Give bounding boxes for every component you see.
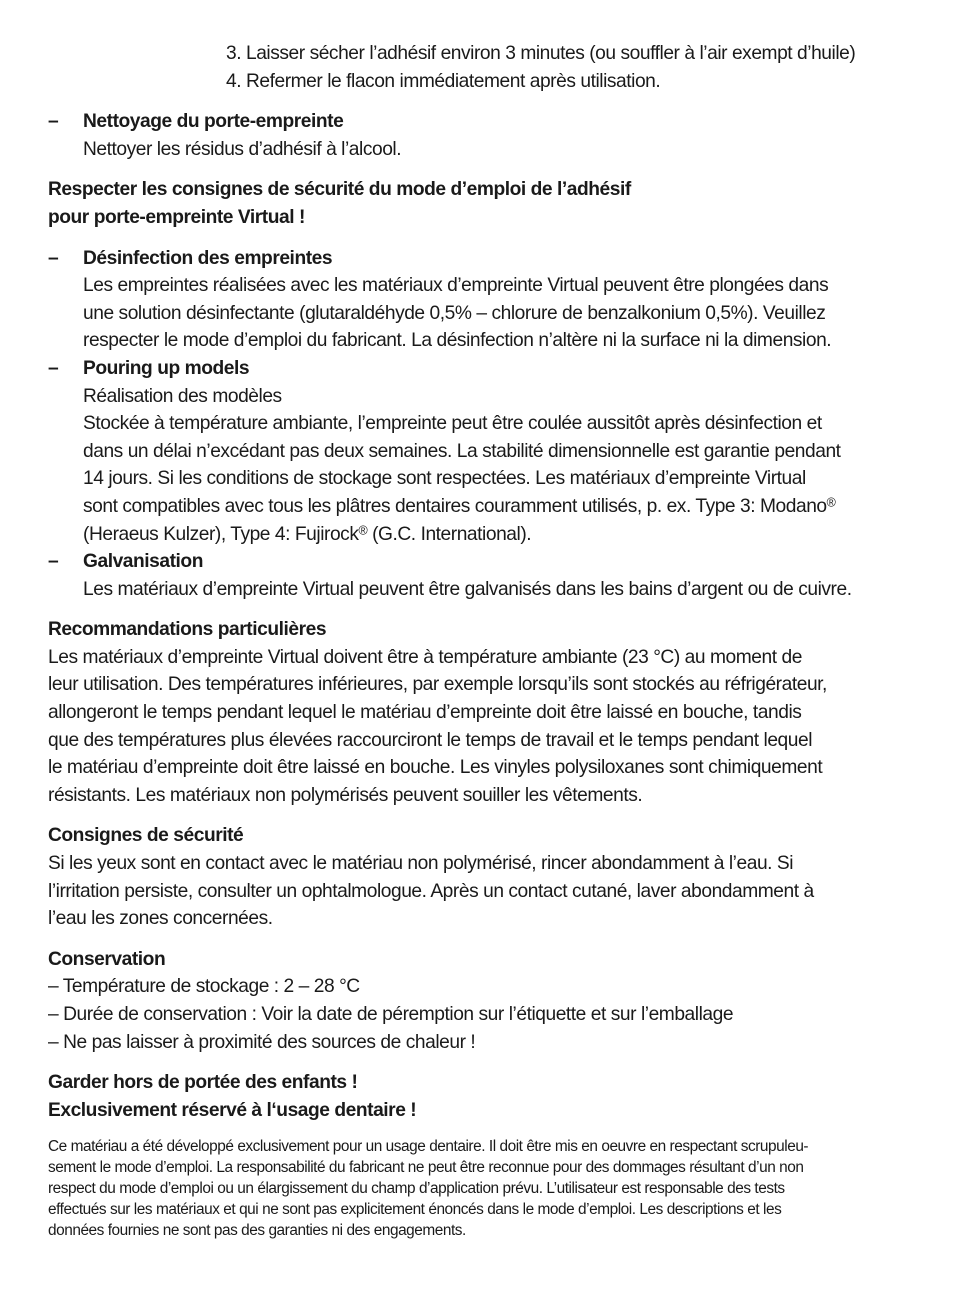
recommendations-text: résistants. Les matériaux non polymérisés peuvent souiller les vêtements. (48, 784, 643, 806)
storage-item: – Température de stockage : 2 – 28 °C (48, 976, 360, 998)
disclaimer-text: sement le mode d’emploi. La responsabilité du fabricant ne peut être reconnue pour des dommages résultant d’un non (48, 1159, 804, 1177)
recommendations-text: le matériau d’empreinte doit être laissé en bouche. Les vinyles polysiloxanes sont chimiquement (48, 757, 823, 779)
galvanisation-section (48, 548, 910, 603)
galvanisation-text: Les matériaux d’empreinte Virtual peuvent être galvanisés dans les bains d’argent ou de cuivre. (83, 578, 852, 600)
pouring-section (48, 355, 910, 548)
registered-mark: ® (358, 522, 368, 537)
recommendations-heading: Recommandations particulières (48, 619, 327, 641)
pouring-text: 14 jours. Si les conditions de stockage sont respectées. Les matériaux d’empreinte Virtual (83, 468, 806, 490)
safety-note-line: pour porte-empreinte Virtual ! (48, 206, 305, 228)
disinfection-section (48, 245, 910, 355)
bullet-dash: – (48, 551, 59, 573)
tray-cleaning-section (48, 108, 910, 163)
disclaimer-section (48, 1137, 910, 1241)
disinfection-heading: Désinfection des empreintes (83, 247, 333, 269)
bullet-dash: – (48, 357, 59, 379)
recommendations-text: leur utilisation. Des températures inférieures, par exemple lorsqu’ils sont stockés au réfrigérateur, (48, 674, 827, 696)
disclaimer-text: respect du mode d’emploi ou un élargissement du champ d’application prévu. L’utilisateur est responsable des tests (48, 1179, 785, 1197)
safety-text: l’eau les zones concernées. (48, 908, 273, 930)
disclaimer-text: Ce matériau a été développé exclusivement pour un usage dentaire. Il doit être mis en oeuvre en respectant scrupuleu- (48, 1138, 809, 1156)
bullet-dash: – (48, 247, 59, 269)
tray-cleaning-text: Nettoyer les résidus d’adhésif à l’alcool. (83, 138, 402, 160)
pouring-text: (Heraeus Kulzer), Type 4: Fujirock (83, 523, 359, 545)
pouring-text-line-4 (83, 493, 910, 521)
warning-line: Exclusivement réservé à l‘usage dentaire ! (48, 1099, 417, 1121)
disclaimer-text: effectués sur les matériaux et qui ne sont pas explicitement énoncés dans le mode d’emploi. Les descriptions et les (48, 1200, 782, 1218)
tray-cleaning-heading: Nettoyage du porte-empreinte (83, 111, 344, 133)
warning-line: Garder hors de portée des enfants ! (48, 1072, 358, 1094)
pouring-heading: Pouring up models (83, 357, 250, 379)
disclaimer-text: données fournies ne sont pas des garanties ni des engagements. (48, 1221, 466, 1239)
disinfection-text: respecter le mode d’emploi du fabricant. La désinfection n’altère ni la surface ni la dimension. (83, 330, 832, 352)
recommendations-text: allongeront le temps pendant lequel le matériau d’empreinte doit être laissé en bouche, tandis (48, 702, 802, 724)
storage-item: – Ne pas laisser à proximité des sources de chaleur ! (48, 1031, 476, 1053)
instructions-page (48, 40, 910, 1241)
pouring-text: Stockée à température ambiante, l’empreinte peut être coulée aussitôt après désinfection et (83, 413, 822, 435)
adhesive-step: 3. Laisser sécher l’adhésif environ 3 minutes (ou souffler à l’air exempt d’huile) (226, 43, 856, 64)
registered-mark: ® (826, 495, 836, 510)
storage-item: – Durée de conservation : Voir la date de péremption sur l’étiquette et sur l’emballage (48, 1004, 734, 1025)
disinfection-text: Les empreintes réalisées avec les matériaux d’empreinte Virtual peuvent être plongées dans (83, 275, 829, 297)
safety-section (48, 822, 910, 932)
pouring-text: (G.C. International). (367, 523, 532, 545)
safety-text: l’irritation persiste, consulter un ophtalmologue. Après un contact cutané, laver abondamment à (48, 880, 814, 902)
recommendations-section (48, 616, 910, 809)
recommendations-text: que des températures plus élevées raccourciront le temps de travail et le temps pendant lequel (48, 729, 813, 751)
safety-heading: Consignes de sécurité (48, 825, 244, 847)
adhesive-safety-note (48, 176, 910, 231)
storage-section (48, 946, 910, 1056)
adhesive-steps-list (226, 40, 910, 95)
galvanisation-heading: Galvanisation (83, 551, 203, 573)
bullet-dash: – (48, 111, 59, 133)
pouring-text: sont compatibles avec tous les plâtres dentaires couramment utilisés, p. ex. Type 3: Modano (83, 495, 827, 517)
disinfection-text: une solution désinfectante (glutaraldéhyde 0,5% – chlorure de benzalkonium 0,5%). Veuillez (83, 302, 826, 324)
pouring-text: dans un délai n’excédant pas deux semaines. La stabilité dimensionnelle est garantie pendant (83, 440, 841, 462)
recommendations-text: Les matériaux d’empreinte Virtual doivent être à température ambiante (23 °C) au moment de (48, 646, 802, 668)
pouring-text-line-5 (83, 521, 910, 549)
warnings-section (48, 1069, 910, 1124)
storage-heading: Conservation (48, 948, 166, 970)
safety-note-line: Respecter les consignes de sécurité du mode d’emploi de l’adhésif (48, 179, 631, 201)
pouring-subtitle: Réalisation des modèles (83, 385, 282, 407)
adhesive-step: 4. Refermer le flacon immédiatement après utilisation. (226, 70, 661, 92)
safety-text: Si les yeux sont en contact avec le matériau non polymérisé, rincer abondamment à l’eau. Si (48, 853, 794, 875)
